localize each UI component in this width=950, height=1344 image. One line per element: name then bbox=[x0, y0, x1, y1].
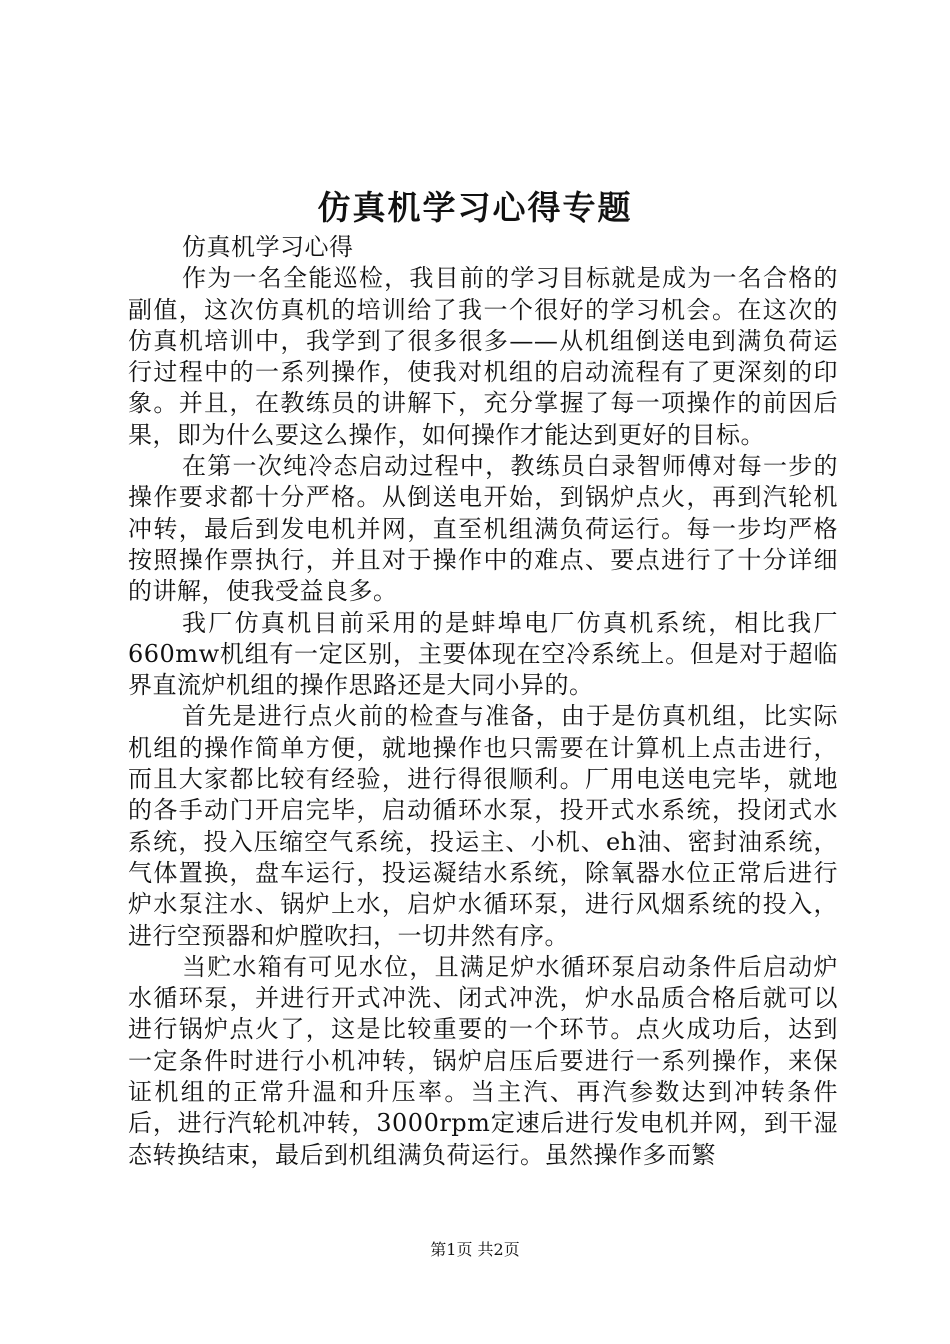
page-number-footer: 第1页 共2页 bbox=[430, 1240, 520, 1259]
paragraph-3: 我厂仿真机目前采用的是蚌埠电厂仿真机系统，相比我厂660mw机组有一定区别，主要体现在空冷系统上。但是对于超临界直流炉机组的操作思路还是大同小异的。 bbox=[128, 608, 838, 700]
paragraph-5: 当贮水箱有可见水位，且满足炉水循环泵启动条件后启动炉水循环泵，并进行开式冲洗、闭式冲洗，炉水品质合格后就可以进行锅炉点火了，这是比较重要的一个环节。点火成功后，达到一定条件时进行小机冲转，锅炉启压后要进行一系列操作，来保证机组的正常升温和升压率。当主汽、再汽参数达到冲转条件后，进行汽轮机冲转，3000rpm定速后进行发电机并网，到干湿态转换结束，最后到机组满负荷运行。虽然操作多而繁 bbox=[128, 952, 838, 1169]
paragraph-subtitle: 仿真机学习心得 bbox=[182, 233, 354, 261]
document-body bbox=[128, 232, 838, 1171]
paragraph-2: 在第一次纯冷态启动过程中，教练员白录智师傅对每一步的操作要求都十分严格。从倒送电开始，到锅炉点火，再到汽轮机冲转，最后到发电机并网，直至机组满负荷运行。每一步均严格按照操作票执行，并且对于操作中的难点、要点进行了十分详细的讲解，使我受益良多。 bbox=[128, 452, 838, 606]
document-title: 仿真机学习心得专题 bbox=[317, 188, 633, 227]
paragraph-4: 首先是进行点火前的检查与准备，由于是仿真机组，比实际机组的操作简单方便，就地操作也只需要在计算机上点击进行，而且大家都比较有经验，进行得很顺利。厂用电送电完毕，就地的各手动门开启完毕，启动循环水泵，投开式水系统，投闭式水系统，投入压缩空气系统，投运主、小机、eh油、密封油系统，气体置换，盘车运行，投运凝结水系统，除氧器水位正常后进行炉水泵注水、锅炉上水，启炉水循环泵，进行风烟系统的投入，进行空预器和炉膛吹扫，一切井然有序。 bbox=[128, 702, 838, 950]
paragraph-1: 作为一名全能巡检，我目前的学习目标就是成为一名合格的副值，这次仿真机的培训给了我一个很好的学习机会。在这次的仿真机培训中，我学到了很多很多——从机组倒送电到满负荷运行过程中的一系列操作，使我对机组的启动流程有了更深刻的印象。并且，在教练员的讲解下，充分掌握了每一项操作的前因后果，即为什么要这么操作，如何操作才能达到更好的目标。 bbox=[128, 264, 838, 449]
